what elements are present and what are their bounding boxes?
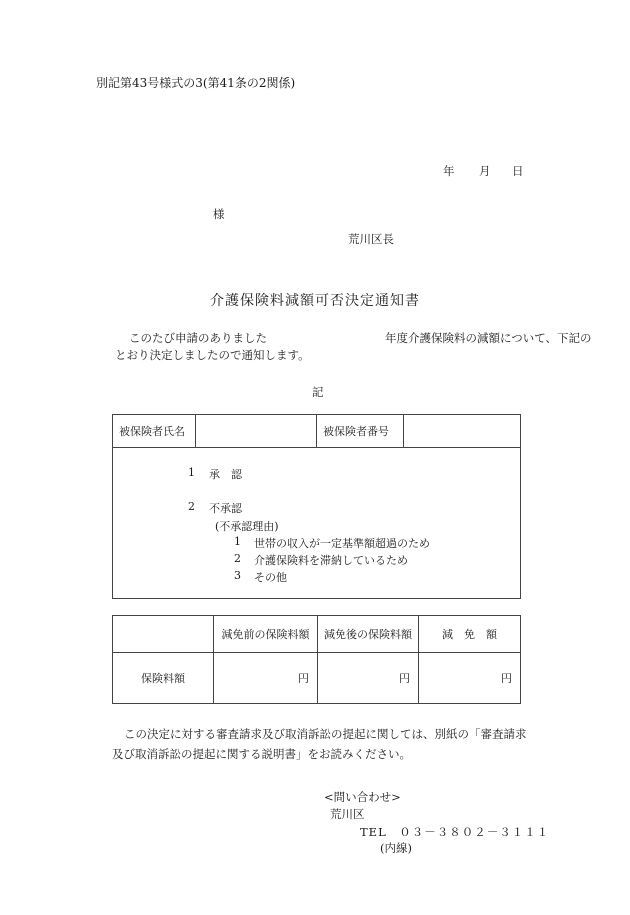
inquiry-office: 荒川区 — [330, 807, 365, 821]
document-title: 介護保険料減額可否決定通知書 — [210, 293, 420, 309]
insured-number-label: 被保険者番号 — [317, 415, 404, 448]
option-1-number: 1 — [188, 466, 195, 479]
reject-reason-header: (不承認理由) — [215, 520, 279, 533]
body-line-1b: 年度介護保険料の減額について、下記の — [385, 331, 592, 345]
body-line-1a: このたび申請のありました — [129, 331, 267, 345]
insured-name-field — [196, 415, 317, 448]
before-reduction-value: 円 — [214, 653, 318, 704]
option-approve-label: 承 認 — [209, 468, 242, 481]
premium-table — [112, 615, 521, 704]
header-reduction-amount: 減 免 額 — [419, 616, 521, 653]
reason-2-number: 2 — [234, 552, 241, 565]
premium-row-label: 保険料額 — [113, 653, 214, 704]
decision-options-cell — [113, 448, 521, 599]
decision-table — [112, 414, 521, 599]
reason-1-text: 世帯の収入が一定基準額超過のため — [254, 537, 430, 550]
appeal-note-line-2: 及び取消訴訟の提起に関する説明書」をお読みください。 — [112, 747, 411, 761]
appeal-note-line-1: この決定に対する審査請求及び取消訴訟の提起に関しては、別紙の「審査請求 — [124, 727, 527, 741]
header-before-reduction: 減免前の保険料額 — [214, 616, 318, 653]
option-2-number: 2 — [188, 500, 195, 513]
reason-3-number: 3 — [234, 569, 241, 582]
date-year-label: 年 — [443, 164, 455, 178]
sender-name: 荒川区長 — [348, 232, 394, 246]
addressee-suffix: 様 — [213, 207, 225, 221]
date-day-label: 日 — [512, 164, 524, 178]
body-line-2: とおり決定しましたので通知します。 — [115, 348, 310, 362]
premium-table-corner — [113, 616, 214, 653]
form-id: 別記第43号様式の3(第41条の2関係) — [96, 76, 296, 90]
inquiry-extension: (内線) — [380, 841, 412, 855]
reduction-amount-value: 円 — [419, 653, 521, 704]
header-after-reduction: 減免後の保険料額 — [318, 616, 419, 653]
inquiry-tel: TEL ０３－３８０２－３１１１ — [360, 825, 550, 839]
reason-1-number: 1 — [234, 535, 241, 548]
after-reduction-value: 円 — [318, 653, 419, 704]
inquiry-header: <問い合わせ> — [324, 790, 401, 804]
option-reject-label: 不承認 — [209, 502, 242, 515]
ki-heading: 記 — [312, 385, 324, 399]
date-month-label: 月 — [479, 164, 491, 178]
insured-number-field — [404, 415, 521, 448]
reason-3-text: その他 — [254, 571, 287, 584]
reason-2-text: 介護保険料を滞納しているため — [254, 554, 408, 567]
insured-name-label: 被保険者氏名 — [113, 415, 196, 448]
